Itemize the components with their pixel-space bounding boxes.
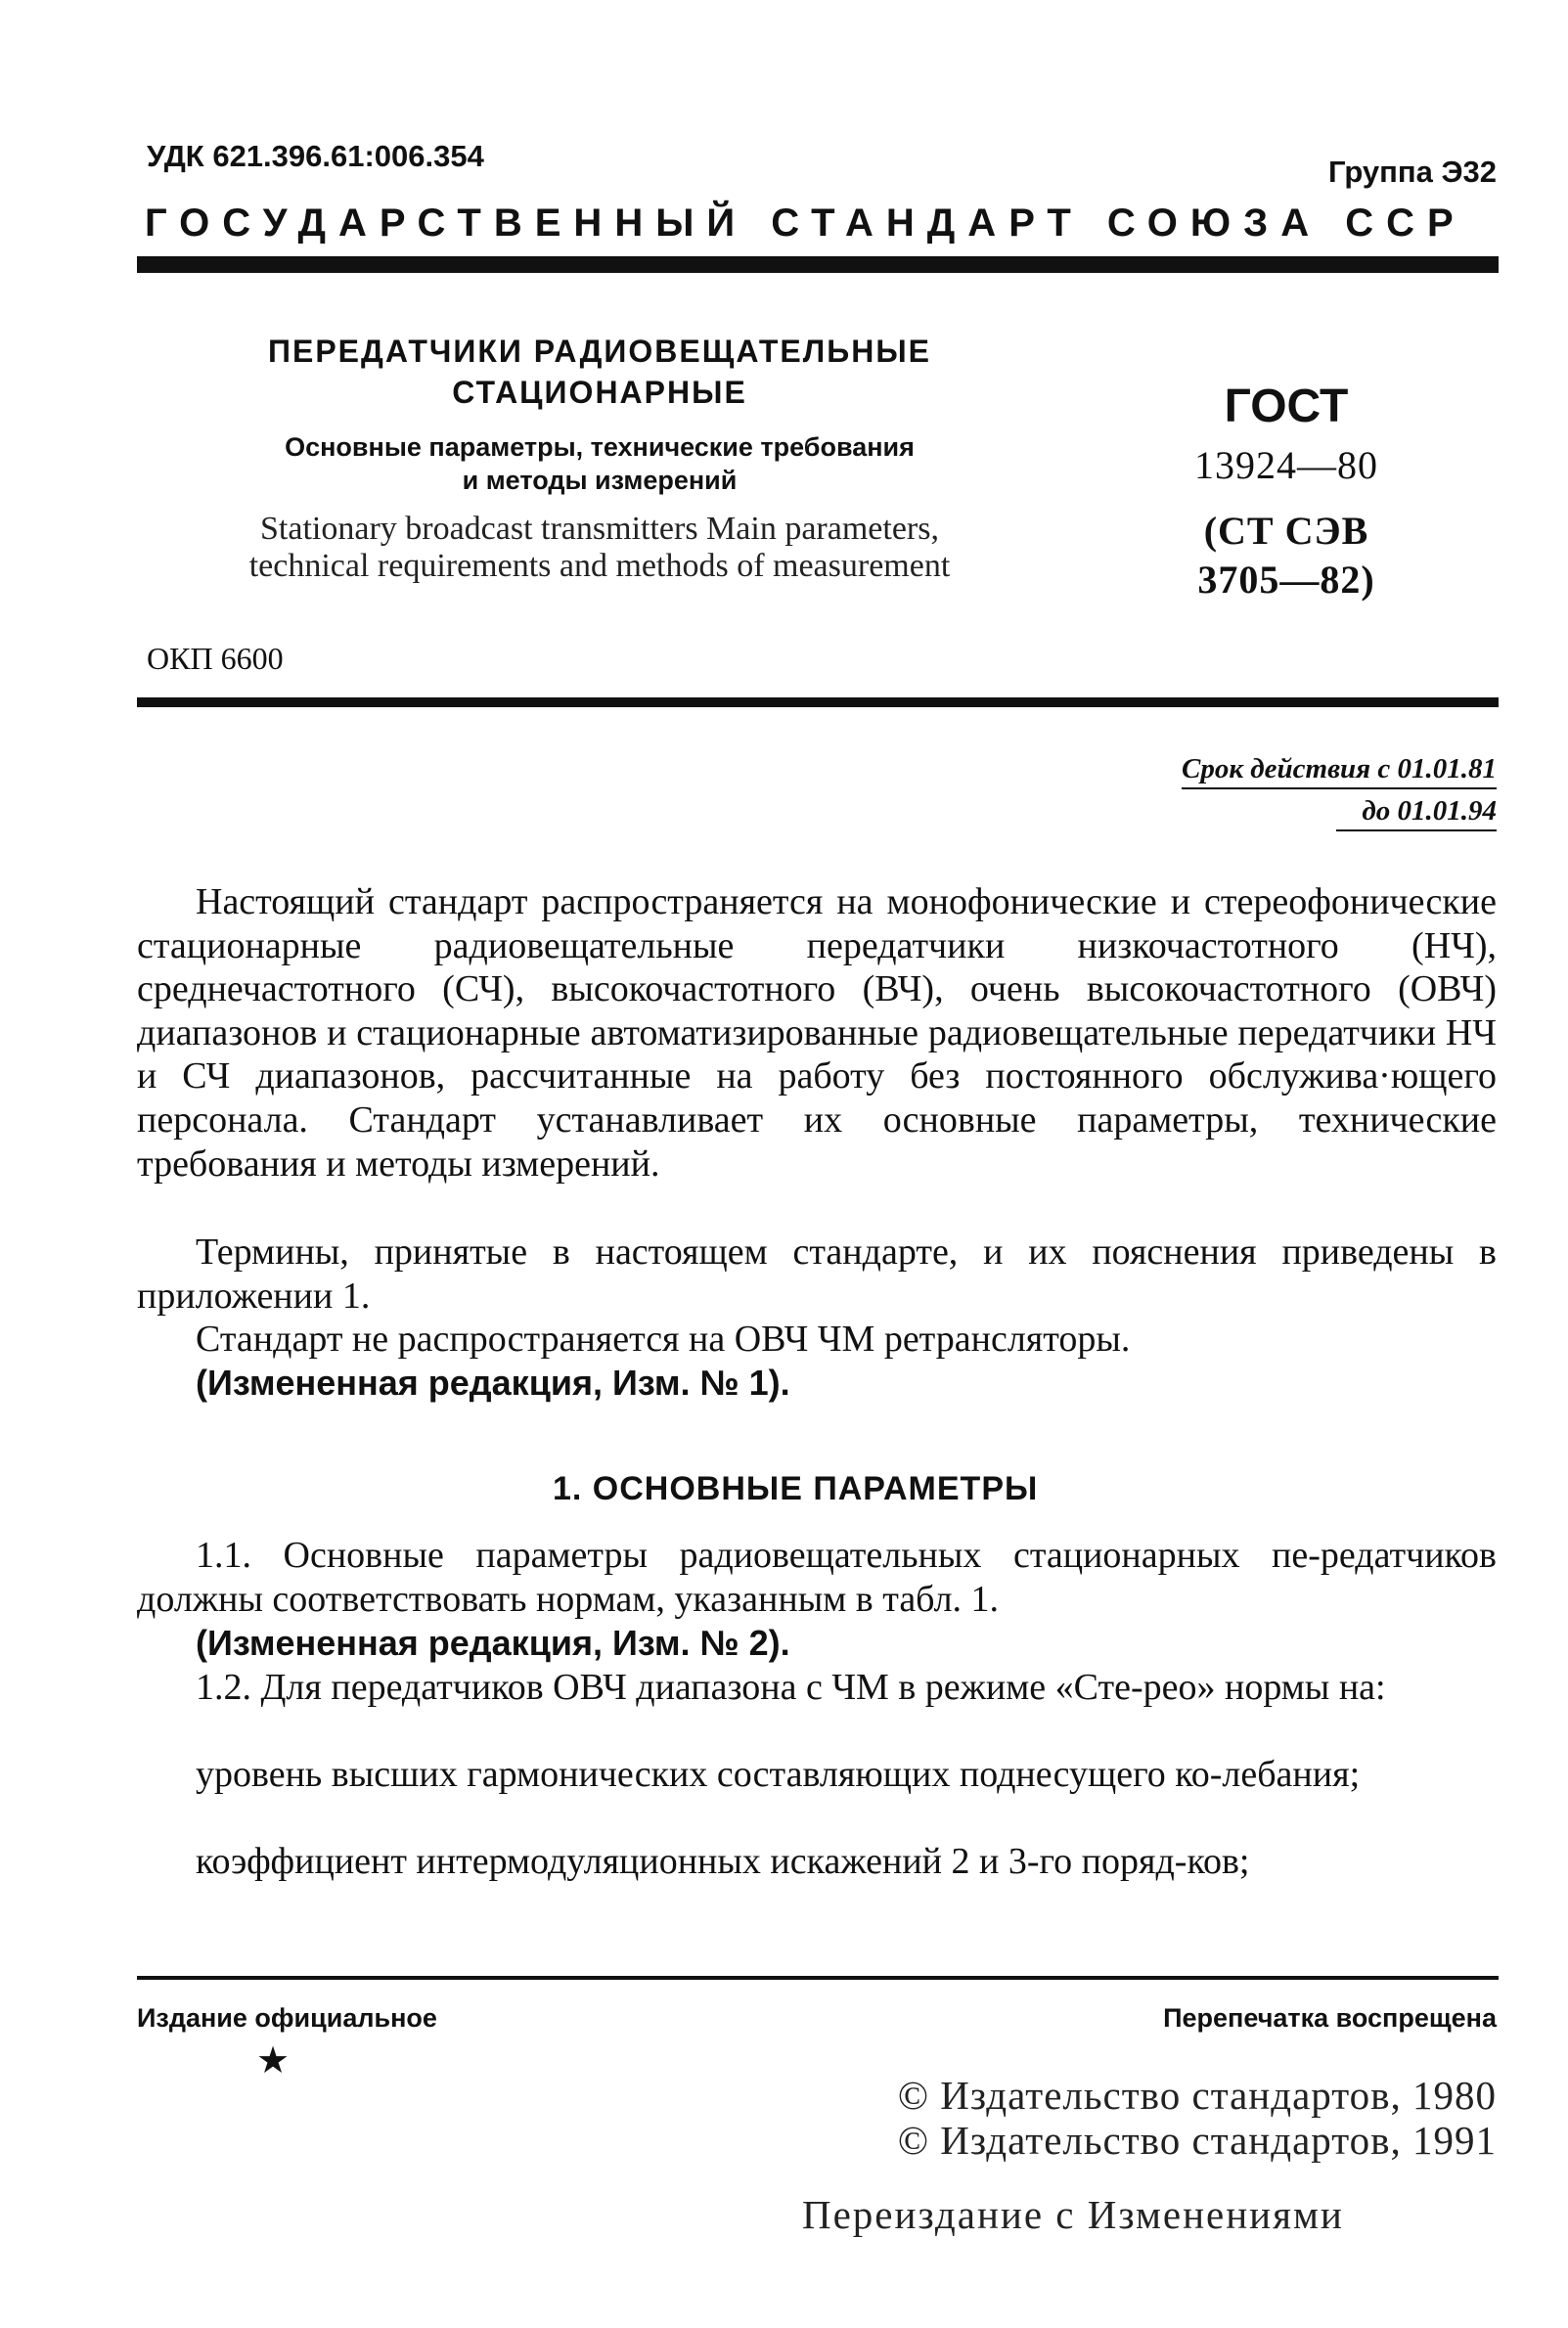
- validity-from: Срок действия с 01.01.81: [1182, 753, 1497, 789]
- header-divider: [137, 256, 1499, 273]
- document-subtitle: [194, 430, 1006, 497]
- st-sev-line-1: (СТ СЭВ: [1203, 509, 1369, 553]
- terms-paragraph: Термины, принятые в настоящем стандарте, и их пояснения приведены в приложении 1.: [137, 1231, 1497, 1317]
- st-sev-reference: [1140, 507, 1433, 604]
- reissue-note: Переиздание с Изменениями: [802, 2192, 1344, 2237]
- footer-divider: [137, 1976, 1499, 1980]
- english-title: [194, 511, 1006, 585]
- clause-1-2-item-1: уровень высших гармонических составляющих поднесущего ко-лебания;: [196, 1754, 1361, 1795]
- subtitle-line-1: Основные параметры, технические требования: [285, 432, 915, 462]
- section-heading: 1. ОСНОВНЫЕ ПАРАМЕТРЫ: [553, 1470, 1039, 1507]
- clause-1-2-item-2: коэффициент интермодуляционных искажений 2 и 3-го поряд-ков;: [196, 1841, 1250, 1882]
- clause-1-1: 1.1. Основные параметры радиовещательных стационарных пе-редатчиков должны соответствовать нормам, указанным в табл. 1.: [137, 1535, 1497, 1620]
- official-edition: Издание официальное: [137, 2003, 437, 2033]
- gost-number: 13924—80: [1194, 443, 1378, 487]
- english-title-line-1: Stationary broadcast transmitters Main parameters,: [260, 511, 939, 547]
- intro-paragraph: Настоящий стандарт распространяется на монофонические и стереофонические стационарные радиовещательные передатчики низкочастотного (НЧ), среднечастотного (СЧ), высокочастотного (ВЧ), очень высокочастотного (ОВЧ) диапазонов и стационарные автоматизированные радиовещательные передатчики НЧ и СЧ диапазонов, рассчитанные на работу без постоянного обслужива·ющего персонала. Стандарт устанавливает их основные параметры, технические требования и методы измерений.: [137, 881, 1497, 1185]
- star-icon: ★: [256, 2040, 291, 2082]
- subtitle-line-2: и методы измерений: [462, 466, 738, 495]
- group-code: Группа Э32: [1328, 155, 1497, 189]
- title-line-1: ПЕРЕДАТЧИКИ РАДИОВЕЩАТЕЛЬНЫЕ: [267, 334, 931, 369]
- copyright-1980: © Издательство стандартов, 1980: [897, 2073, 1497, 2118]
- title-divider: [137, 697, 1499, 707]
- standard-banner: ГОСУДАРСТВЕННЫЙ СТАНДАРТ СОЮЗА ССР: [145, 201, 1466, 245]
- gost-label: ГОСТ: [1224, 381, 1349, 432]
- copyright-1991: © Издательство стандартов, 1991: [897, 2118, 1497, 2163]
- title-line-2: СТАЦИОНАРНЫЕ: [452, 375, 747, 410]
- validity-to: до 01.01.94: [1336, 795, 1497, 831]
- reprint-notice: Перепечатка воспрещена: [1163, 2003, 1497, 2033]
- amendment-note-2: (Измененная редакция, Изм. № 2).: [196, 1623, 790, 1663]
- english-title-line-2: technical requirements and methods of measurement: [248, 548, 951, 584]
- document-title: [194, 331, 1006, 413]
- validity-period: [1182, 753, 1497, 831]
- udk-code: УДК 621.396.61:006.354: [147, 139, 484, 173]
- amendment-note-1: (Измененная редакция, Изм. № 1).: [196, 1363, 790, 1403]
- st-sev-line-2: 3705—82): [1197, 558, 1375, 602]
- scope-exclusion: Стандарт не распространяется на ОВЧ ЧМ ретрансляторы.: [196, 1319, 1131, 1360]
- okp-code: ОКП 6600: [147, 641, 284, 676]
- clause-1-2: 1.2. Для передатчиков ОВЧ диапазона с ЧМ в режиме «Сте-рео» нормы на:: [196, 1667, 1386, 1708]
